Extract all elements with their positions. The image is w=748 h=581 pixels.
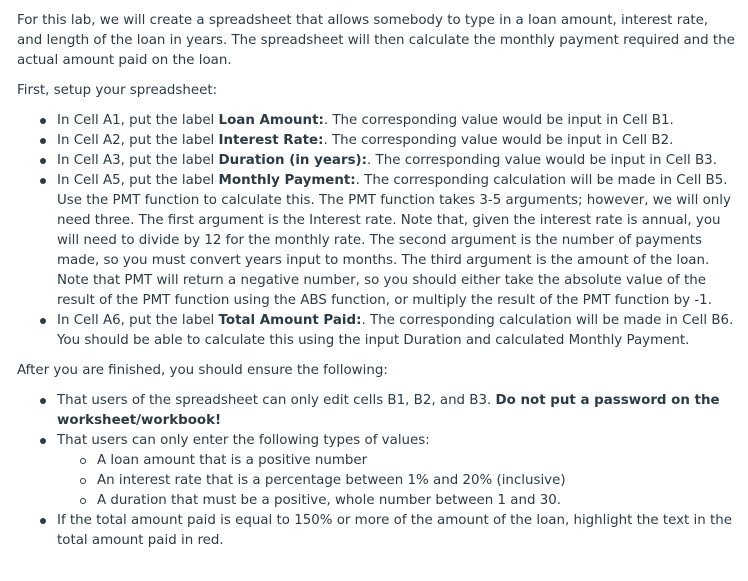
sub-list-item: A loan amount that is a positive number — [97, 451, 735, 471]
password-warning: Do not put a password on the worksheet/workbook! — [57, 393, 720, 428]
list-item — [57, 151, 735, 171]
list-item — [57, 391, 735, 431]
item-text: . The corresponding value would be input in Cell B2. — [323, 133, 674, 148]
item-text: In Cell A2, put the label — [57, 133, 219, 148]
cell-label: Interest Rate: — [218, 133, 324, 148]
ensure-list — [17, 391, 735, 551]
list-item — [57, 431, 735, 511]
item-text: . The corresponding value would be input in Cell B1. — [323, 113, 674, 128]
list-item — [57, 131, 735, 151]
item-text: That users can only enter the following types of values: — [57, 433, 430, 448]
list-item — [57, 111, 735, 131]
item-text: . The corresponding calculation will be made in Cell B5. Use the PMT function to calculate this. The PMT function takes 3-5 arguments; however, we will only need three. The first argument is the Interest rate. Note that, given the interest rate is annual, you will need to divide by 12 for the monthly rate. The second argument is the number of payments made, so you must convert years input to months. The third argument is the amount of the loan. Note that PMT will return a negative number, so you should either take the absolute value of the result of the PMT function using the ABS function, or multiply the result of the PMT function by -1. — [57, 173, 731, 308]
setup-heading: First, setup your spreadsheet: — [17, 83, 218, 98]
list-item — [57, 511, 735, 551]
value-rules-list — [57, 451, 735, 511]
cell-label: Loan Amount: — [218, 113, 324, 128]
item-text: In Cell A1, put the label — [57, 113, 219, 128]
after-heading: After you are finished, you should ensure the following: — [17, 363, 388, 378]
item-text: That users of the spreadsheet can only edit cells B1, B2, and B3. — [57, 393, 496, 408]
sub-list-item: A duration that must be a positive, whole number between 1 and 30. — [97, 491, 735, 511]
cell-label: Total Amount Paid: — [218, 313, 362, 328]
item-text: If the total amount paid is equal to 150% or more of the amount of the loan, highlight the text in the total amount paid in red. — [57, 513, 732, 548]
item-text: . The corresponding value would be input in Cell B3. — [367, 153, 717, 168]
cell-label: Duration (in years): — [218, 153, 368, 168]
list-item — [57, 171, 735, 311]
item-text: In Cell A5, put the label — [57, 173, 219, 188]
setup-list — [17, 111, 735, 351]
sub-list-item: An interest rate that is a percentage between 1% and 20% (inclusive) — [97, 471, 735, 491]
item-text: In Cell A6, put the label — [57, 313, 219, 328]
item-text: . The corresponding calculation will be made in Cell B6. You should be able to calculate this using the input Duration and calculated Monthly Payment. — [57, 313, 734, 348]
cell-label: Monthly Payment: — [218, 173, 356, 188]
list-item — [57, 311, 735, 351]
intro-paragraph: For this lab, we will create a spreadsheet that allows somebody to type in a loan amount, interest rate, and length of the loan in years. The spreadsheet will then calculate the monthly payment required and the actual amount paid on the loan. — [17, 13, 735, 68]
item-text: In Cell A3, put the label — [57, 153, 219, 168]
